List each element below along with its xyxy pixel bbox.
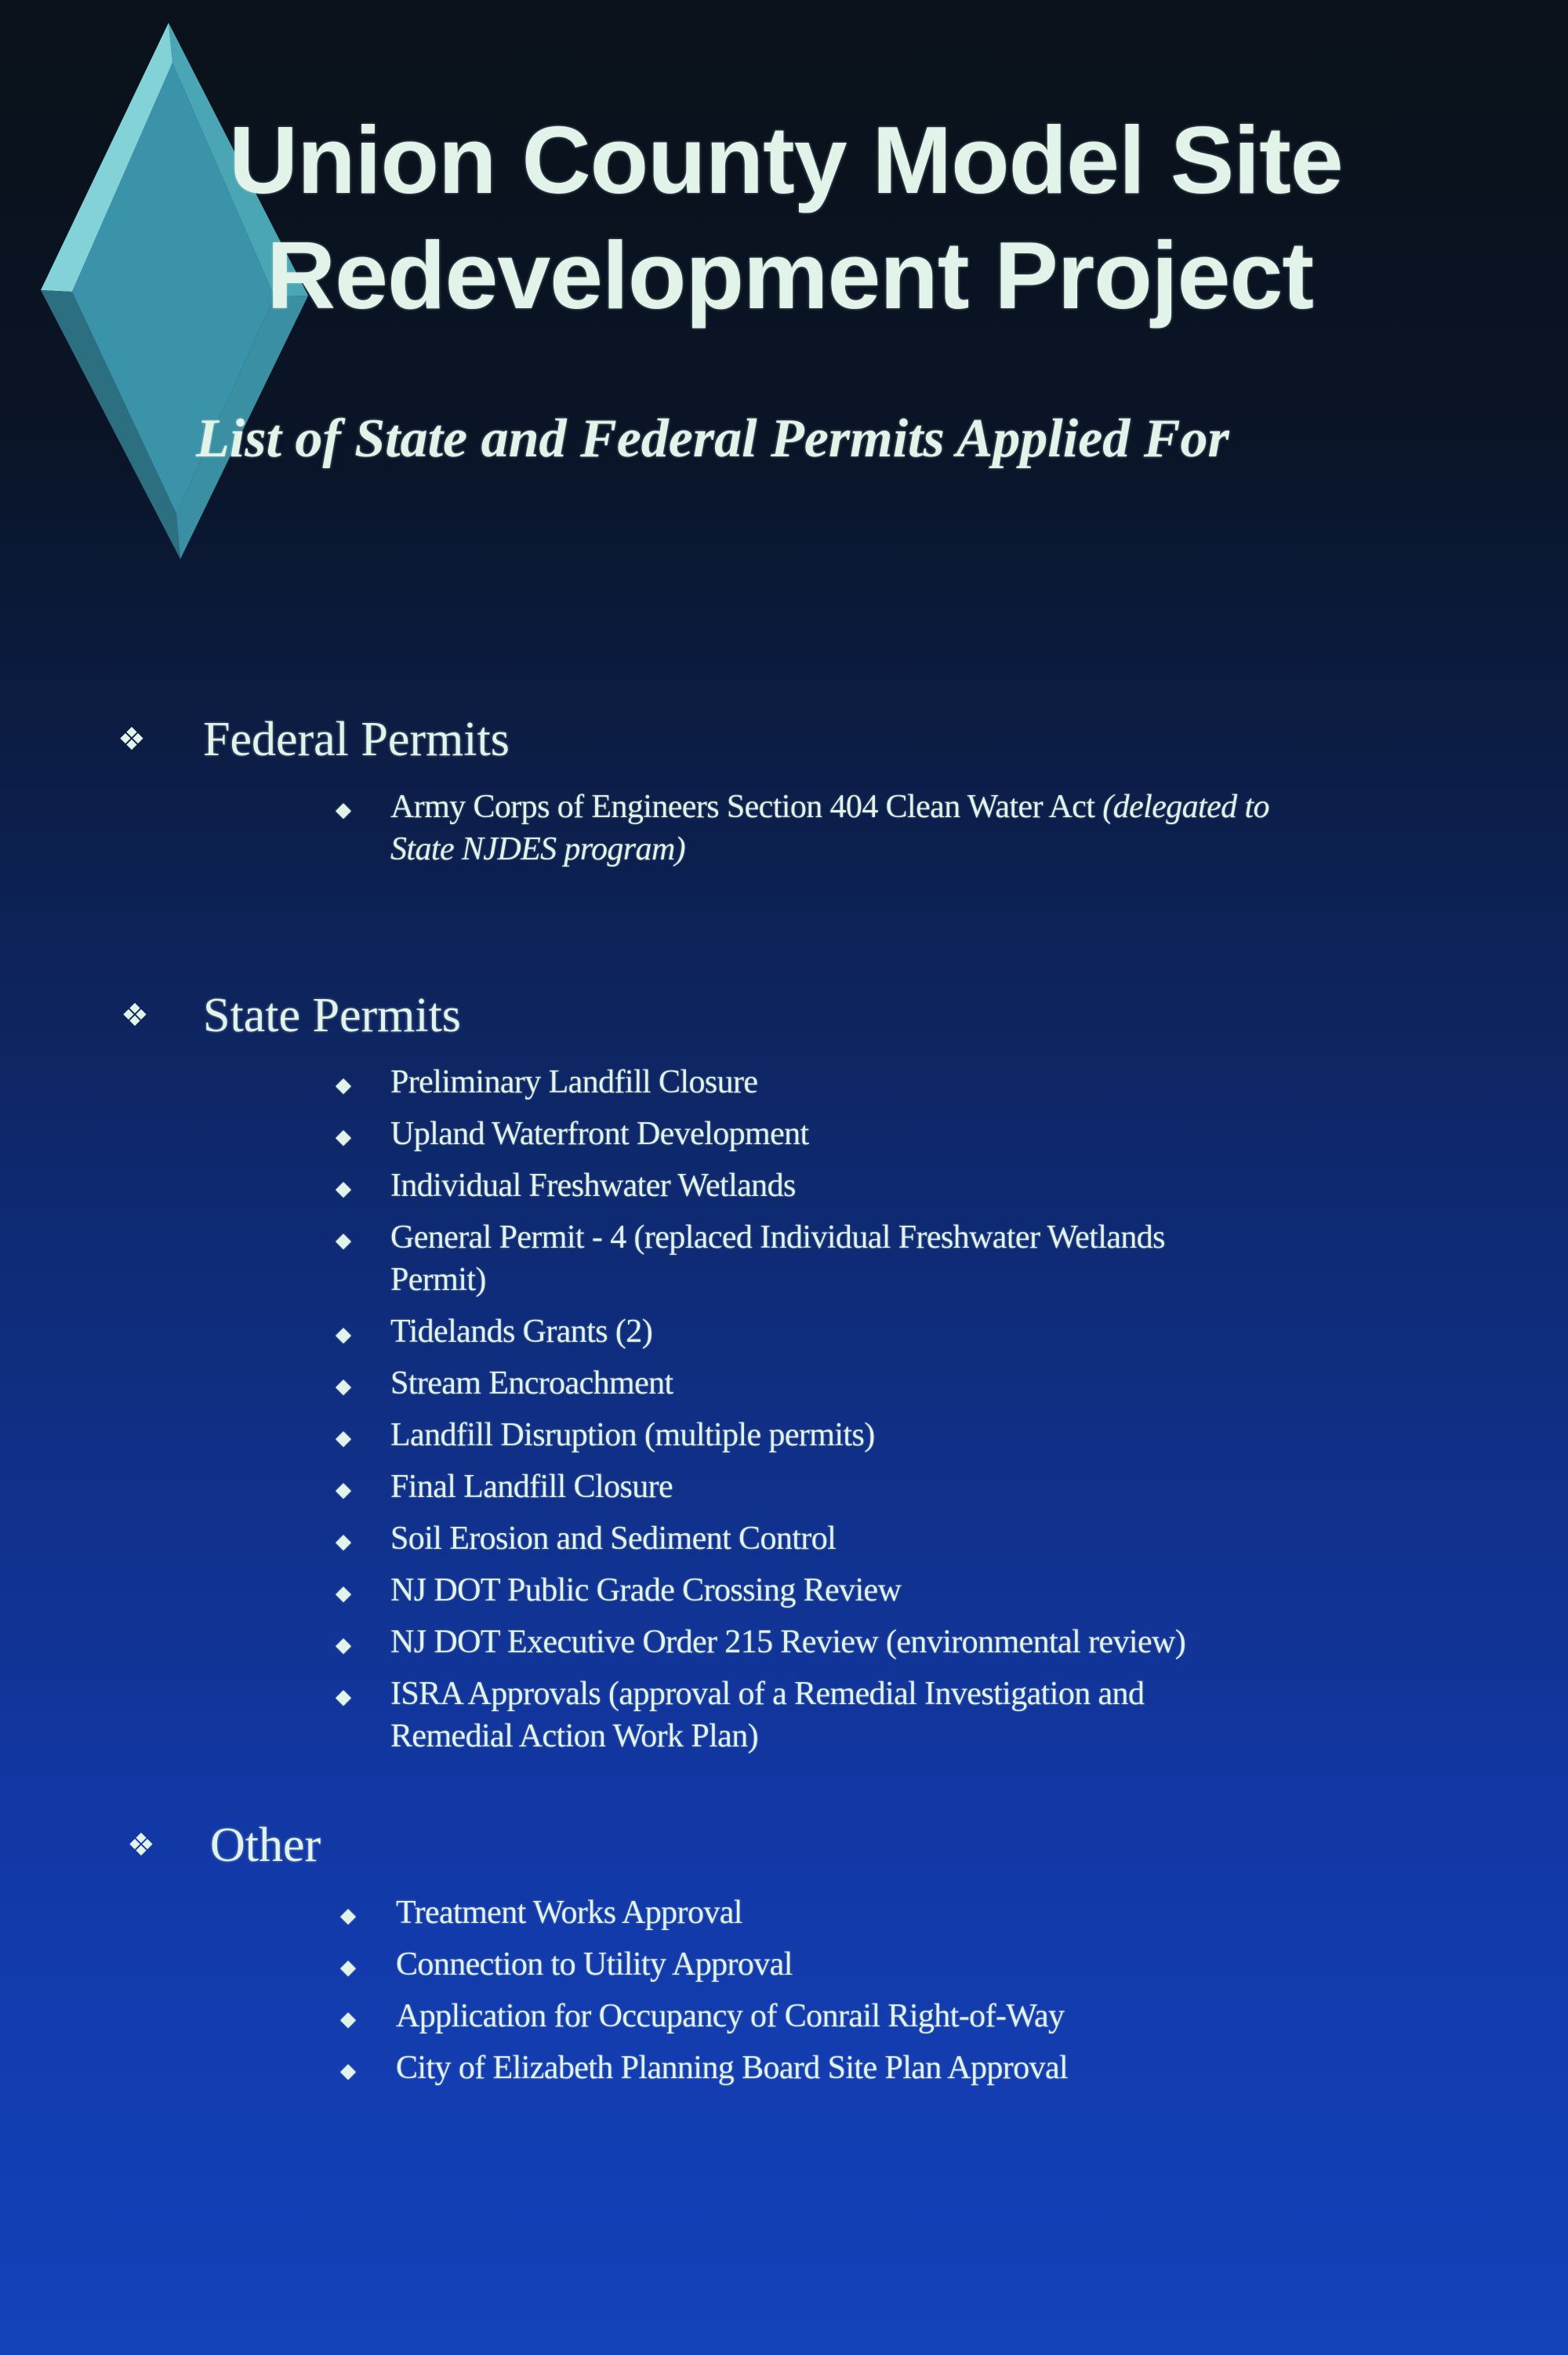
- diamond-bullet-icon: ◆: [336, 1177, 351, 1201]
- section-heading-state: State Permits: [203, 989, 461, 1042]
- list-item-text: Stream Encroachment: [390, 1365, 673, 1401]
- diamond-bullet-icon: ◆: [336, 1375, 351, 1398]
- diamond-bullet-icon: ◆: [336, 1426, 351, 1450]
- list-item-note-continued: State NJDES program): [390, 831, 686, 867]
- list-item: [0, 1621, 1568, 1663]
- diamond-bullet-icon: ◆: [336, 798, 351, 822]
- diamond-bullet-icon: ◆: [340, 1956, 356, 1979]
- diamond-bullet-icon: ◆: [340, 2008, 356, 2031]
- list-item: [0, 1517, 1568, 1560]
- list-item-text: Individual Freshwater Wetlands: [390, 1168, 796, 1204]
- diamond-bullet-icon: ◆: [336, 1229, 351, 1252]
- list-item: [0, 1362, 1568, 1405]
- list-item: [0, 1216, 1568, 1301]
- page-title-line-1: Union County Model Site: [229, 107, 1343, 213]
- list-item-text-continued: Remedial Action Work Plan): [390, 1718, 758, 1754]
- list-item-text: Army Corps of Engineers Section 404 Clean Water Act: [390, 789, 1103, 825]
- list-item: [0, 1165, 1568, 1207]
- list-item: [0, 1414, 1568, 1456]
- diamond-bullet-icon: ◆: [336, 1323, 351, 1346]
- diamond-bullet-icon: ◆: [336, 1125, 351, 1149]
- diamond-bullet-icon: ◆: [336, 1074, 351, 1097]
- list-item-text: Tidelands Grants (2): [390, 1314, 653, 1350]
- list-item-text: Upland Waterfront Development: [390, 1116, 809, 1152]
- diamond-bullet-icon: ◆: [340, 2059, 356, 2083]
- list-item: [0, 1113, 1568, 1155]
- list-item-text: Treatment Works Approval: [396, 1895, 742, 1931]
- list-item-text: NJ DOT Public Grade Crossing Review: [390, 1572, 902, 1608]
- list-item-text: Application for Occupancy of Conrail Right-of-Way: [396, 1998, 1065, 2034]
- list-item: [0, 1569, 1568, 1612]
- list-item-text: Soil Erosion and Sediment Control: [390, 1521, 837, 1557]
- four-diamond-bullet-icon: ❖: [118, 721, 146, 758]
- list-item: [0, 1995, 1568, 2037]
- list-item: [0, 786, 1568, 872]
- list-item-text: Connection to Utility Approval: [396, 1946, 793, 1982]
- list-item: [0, 1466, 1568, 1508]
- list-item: [0, 1310, 1568, 1353]
- list-item: [0, 1673, 1568, 1757]
- section-heading-federal: Federal Permits: [203, 713, 510, 766]
- diamond-bullet-icon: ◆: [336, 1582, 351, 1605]
- section-heading-other: Other: [210, 1819, 321, 1872]
- list-item-text: NJ DOT Executive Order 215 Review (environmental review): [390, 1624, 1186, 1660]
- list-item: [0, 1892, 1568, 1934]
- list-item-text: General Permit - 4 (replaced Individual Freshwater Wetlands: [390, 1219, 1165, 1256]
- list-item: [0, 1061, 1568, 1103]
- diamond-bullet-icon: ◆: [336, 1478, 351, 1502]
- list-item: [0, 1943, 1568, 1986]
- list-item-text: Final Landfill Closure: [390, 1469, 673, 1505]
- diamond-bullet-icon: ◆: [340, 1904, 356, 1928]
- list-item-text: ISRA Approvals (approval of a Remedial Investigation and: [390, 1676, 1145, 1712]
- list-item-note: (delegated to: [1102, 789, 1269, 825]
- four-diamond-bullet-icon: ❖: [121, 998, 149, 1034]
- diamond-bullet-icon: ◆: [336, 1530, 351, 1554]
- diamond-bullet-icon: ◆: [336, 1685, 351, 1709]
- page-title-line-2: Redevelopment Project: [267, 222, 1313, 329]
- list-item-text: City of Elizabeth Planning Board Site Plan Approval: [396, 2050, 1069, 2086]
- list-item-text: Landfill Disruption (multiple permits): [390, 1417, 875, 1453]
- list-item-text: Preliminary Landfill Closure: [390, 1064, 758, 1100]
- list-item-line: [390, 786, 1269, 828]
- page-subtitle: List of State and Federal Permits Applied For: [196, 409, 1229, 469]
- list-item: [0, 2047, 1568, 2089]
- list-item-text-continued: Permit): [390, 1262, 486, 1298]
- four-diamond-bullet-icon: ❖: [127, 1827, 155, 1863]
- diamond-bullet-icon: ◆: [336, 1634, 351, 1657]
